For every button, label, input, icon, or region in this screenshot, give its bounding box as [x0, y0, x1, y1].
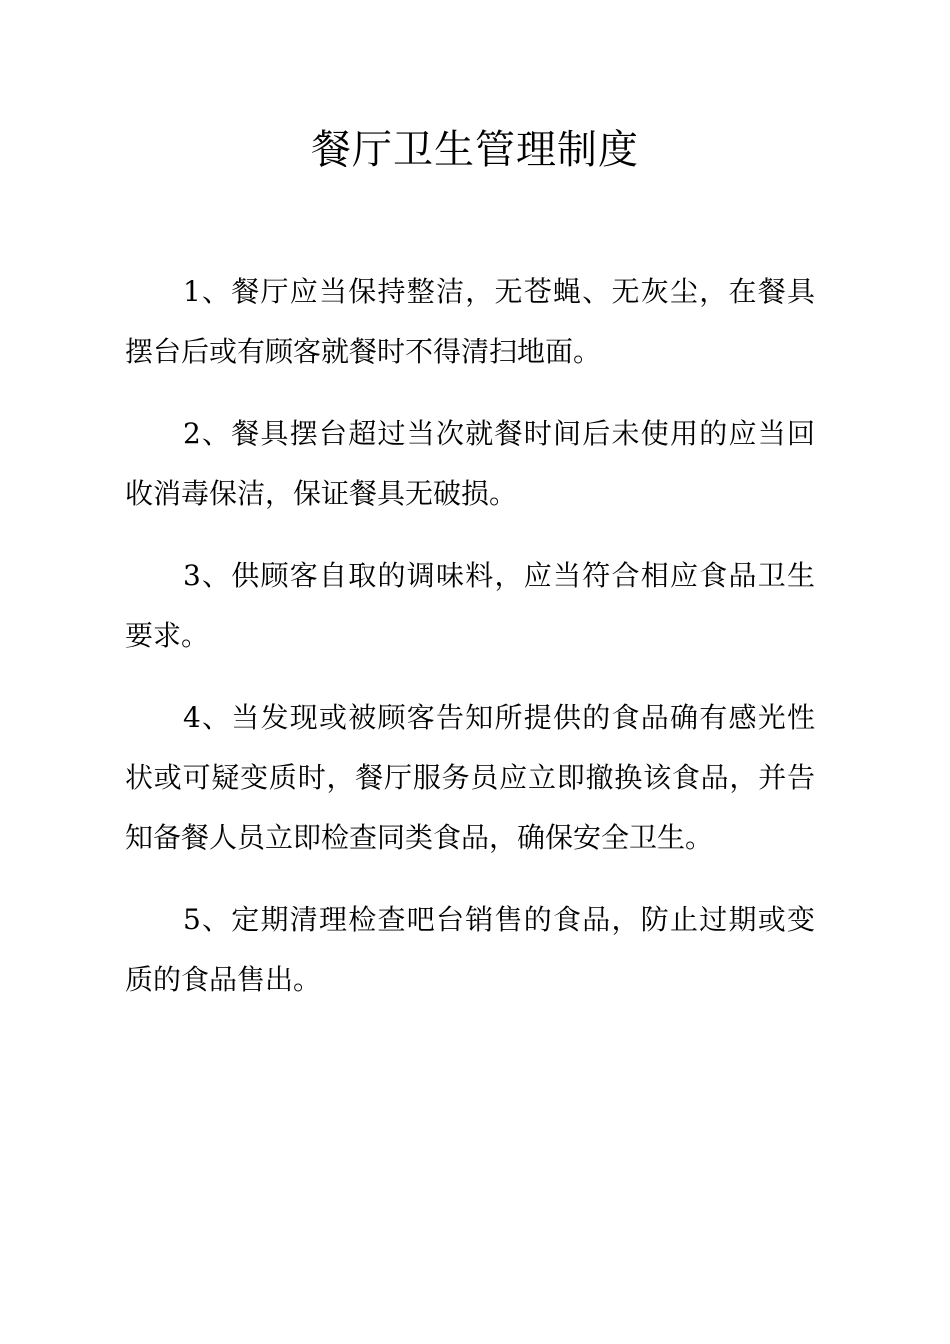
paragraph-5: 5、定期清理检查吧台销售的食品，防止过期或变质的食品售出。: [125, 903, 815, 996]
paragraph-3: 3、供顾客自取的调味料，应当符合相应食品卫生要求。: [125, 559, 815, 652]
paragraph-1: 1、餐厅应当保持整洁，无苍蝇、无灰尘，在餐具摆台后或有顾客就餐时不得清扫地面。: [125, 275, 815, 368]
paragraph-2: 2、餐具摆台超过当次就餐时间后未使用的应当回收消毒保洁，保证餐具无破损。: [125, 417, 815, 510]
paragraph-4: 4、当发现或被顾客告知所提供的食品确有感光性状或可疑变质时，餐厅服务员应立即撤换该食品，并告知备餐人员立即检查同类食品，确保安全卫生。: [125, 701, 815, 854]
document-body: [125, 262, 815, 1032]
document-title: 餐厅卫生管理制度: [311, 127, 639, 173]
